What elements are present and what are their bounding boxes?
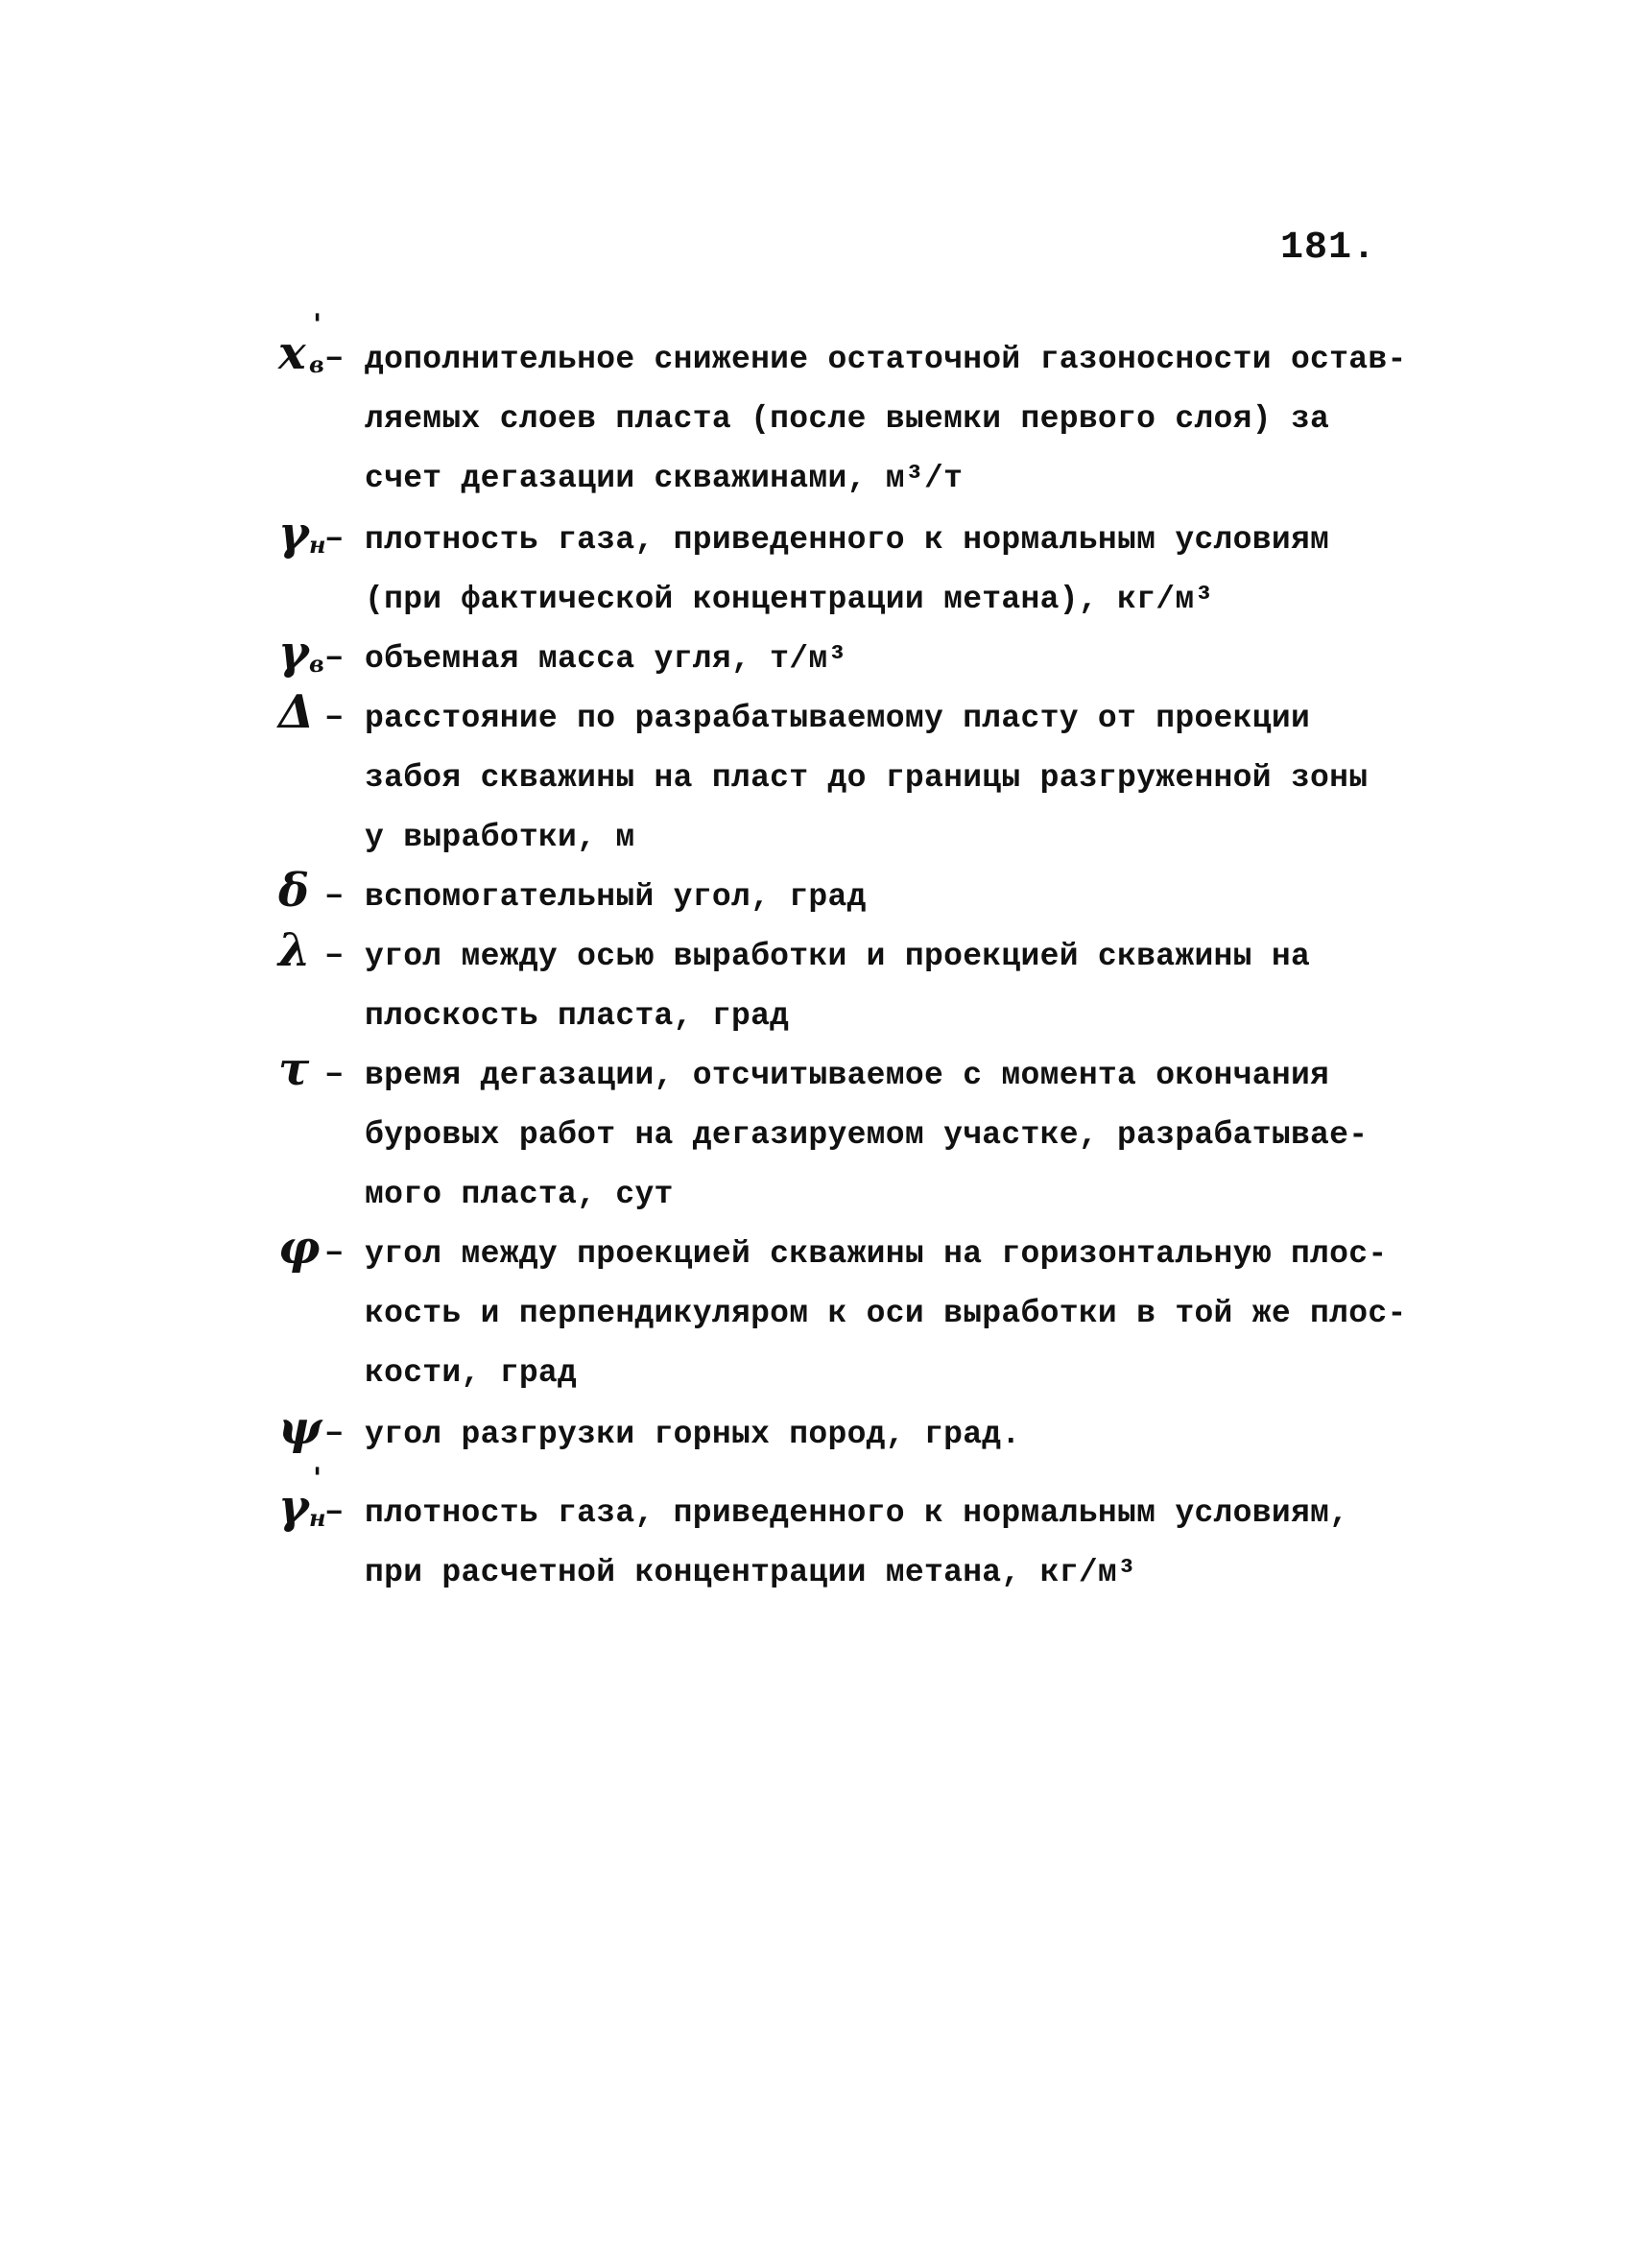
definition-text: вспомогательный угол, град xyxy=(365,879,867,915)
definition-text: объемная масса угля, т/м³ xyxy=(365,641,847,677)
dash: – xyxy=(324,1057,345,1093)
dash: – xyxy=(324,1494,345,1531)
definition-text: плотность газа, приведенного к нормальным условиям, при расчетной концентрации метана, кг/м³ xyxy=(365,1495,1349,1590)
dash: – xyxy=(324,341,345,377)
symbol: δ xyxy=(278,864,310,918)
definition-text: угол между проекцией скважины на горизонтальную плос- кость и перпендикуляром к оси выработки в той же плос- кости, град xyxy=(365,1236,1407,1391)
definition-text: дополнительное снижение остаточной газоносности остав- ляемых слоев пласта (после выемки первого слоя) за счет дегазации скважинами, м³/т xyxy=(365,342,1407,496)
symbol: γ н xyxy=(278,507,326,561)
dash: – xyxy=(324,878,345,915)
symbol: γ ' н xyxy=(278,1462,326,1534)
dash: – xyxy=(324,1416,345,1452)
definition-text: время дегазации, отсчитываемое с момента окончания буровых работ на дегазируемом участке, разрабатывае- мого пласта, сут xyxy=(365,1058,1369,1212)
definition-entry xyxy=(269,1401,1401,1465)
definition-text: расстояние по разрабатываемому пласту от проекции забоя скважины на пласт до границы разгруженной зоны у выработки, м xyxy=(365,701,1369,855)
definition-entry xyxy=(269,1042,1401,1225)
definition-text: угол разгрузки горных пород, град. xyxy=(365,1417,1021,1452)
definition-text: плотность газа, приведенного к нормальным условиям (при фактической концентрации метана), кг/м³ xyxy=(365,522,1330,617)
definition-entry xyxy=(269,923,1401,1046)
symbol: φ xyxy=(278,1221,321,1275)
dash: – xyxy=(324,521,345,558)
symbol: γ в xyxy=(278,626,324,680)
dash: – xyxy=(324,1235,345,1272)
symbol: λ xyxy=(278,923,311,977)
dash: – xyxy=(324,938,345,974)
definition-text: угол между осью выработки и проекцией скважины на плоскость пласта, град xyxy=(365,939,1311,1034)
definition-entry xyxy=(269,626,1401,689)
definition-entry xyxy=(269,308,1407,509)
page-number: 181. xyxy=(1280,227,1377,270)
definition-entry xyxy=(269,1462,1401,1603)
definition-entry xyxy=(269,507,1401,630)
symbol: x ' в xyxy=(278,308,324,380)
symbol: Δ xyxy=(278,685,315,739)
definition-entry xyxy=(269,685,1401,868)
dash: – xyxy=(324,640,345,677)
definition-entry xyxy=(269,1221,1407,1403)
symbol: ψ xyxy=(278,1401,322,1455)
symbol: τ xyxy=(278,1042,310,1096)
definition-entry xyxy=(269,864,1401,927)
dash: – xyxy=(324,700,345,736)
